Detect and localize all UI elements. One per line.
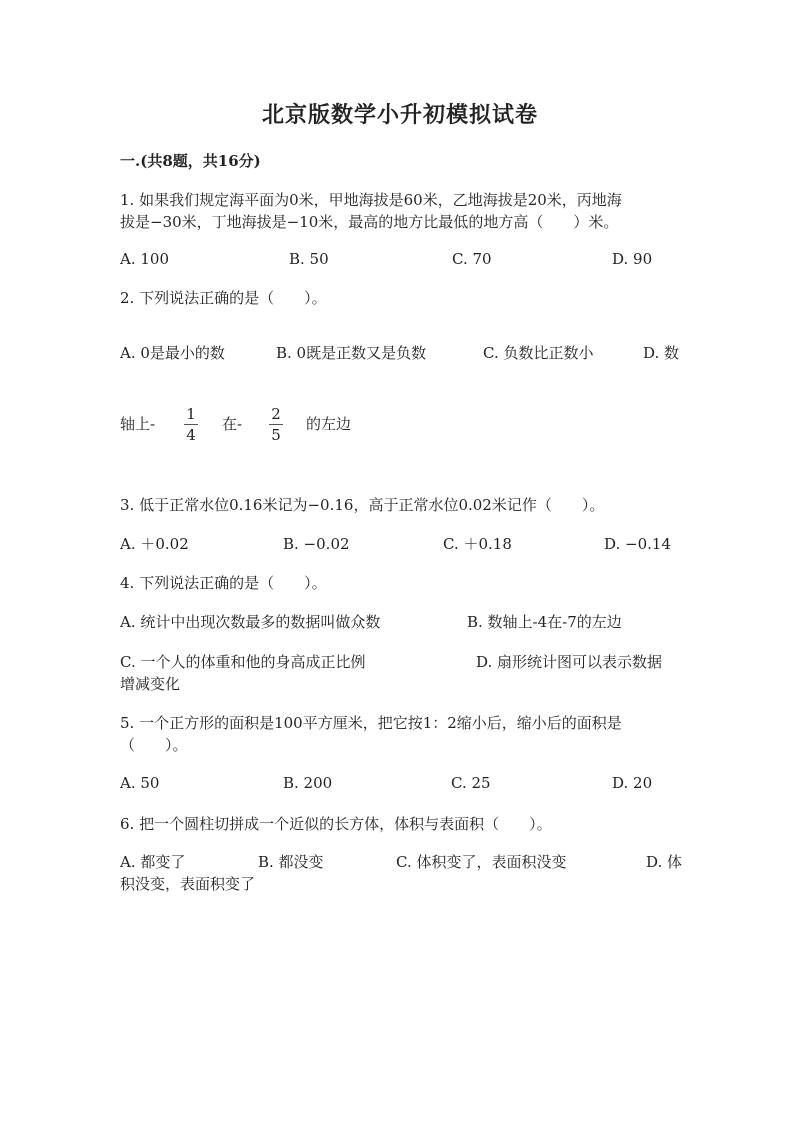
q5-option-c: C. 25 bbox=[451, 774, 491, 792]
q6-option-c: C. 体积变了，表面积没变 bbox=[396, 853, 567, 871]
q1-option-a: A. 100 bbox=[120, 250, 169, 268]
q5-option-d: D. 20 bbox=[612, 774, 653, 792]
q2-option-d: D. 数 bbox=[643, 344, 680, 362]
q6-text: 6. 把一个圆柱切拼成一个近似的长方体，体积与表面积（ ）。 bbox=[120, 815, 552, 833]
q2-text: 2. 下列说法正确的是（ ）。 bbox=[120, 289, 327, 307]
q1-option-c: C. 70 bbox=[452, 250, 492, 268]
q1-text-line1: 1. 如果我们规定海平面为0米，甲地海拔是60米，乙地海拔是20米，丙地海 bbox=[120, 191, 622, 209]
q3-text: 3. 低于正常水位0.16米记为−0.16，高于正常水位0.02米记作（ ）。 bbox=[120, 496, 605, 514]
q5-text-line2: （ ）。 bbox=[120, 736, 188, 754]
q1-option-b: B. 50 bbox=[289, 250, 329, 268]
q3-option-b: B. −0.02 bbox=[283, 535, 350, 553]
q4-text: 4. 下列说法正确的是（ ）。 bbox=[120, 574, 327, 592]
q4-option-a: A. 统计中出现次数最多的数据叫做众数 bbox=[120, 613, 381, 631]
q2-option-c: C. 负数比正数小 bbox=[483, 344, 594, 362]
fraction-numerator: 2 bbox=[271, 405, 281, 423]
q2-option-d-prefix: 轴上- bbox=[120, 415, 156, 433]
q1-option-d: D. 90 bbox=[612, 250, 653, 268]
q2-option-d-middle: 在- bbox=[222, 415, 243, 433]
q6-option-b: B. 都没变 bbox=[258, 853, 324, 871]
q6-option-a: A. 都变了 bbox=[120, 853, 186, 871]
fraction-two-fifths bbox=[268, 406, 284, 443]
q2-option-a: A. 0是最小的数 bbox=[120, 344, 225, 362]
q3-option-a: A. ＋0.02 bbox=[120, 535, 189, 553]
q5-option-b: B. 200 bbox=[283, 774, 333, 792]
q6-option-d: D. 体 bbox=[646, 853, 683, 871]
q4-option-d-cont: 增减变化 bbox=[120, 675, 181, 693]
fraction-denominator: 5 bbox=[271, 426, 281, 444]
section-heading: 一.(共8题，共16分) bbox=[120, 152, 261, 170]
fraction-numerator: 1 bbox=[186, 405, 196, 423]
fraction-one-quarter bbox=[183, 406, 199, 443]
q5-option-a: A. 50 bbox=[120, 774, 160, 792]
q2-option-d-suffix: 的左边 bbox=[306, 415, 352, 433]
q3-option-d: D. −0.14 bbox=[604, 535, 671, 553]
q4-option-b: B. 数轴上-4在-7的左边 bbox=[467, 613, 622, 631]
q4-option-c: C. 一个人的体重和他的身高成正比例 bbox=[120, 653, 366, 671]
fraction-denominator: 4 bbox=[186, 426, 196, 444]
exam-title: 北京版数学小升初模拟试卷 bbox=[261, 102, 538, 128]
q1-text-line2: 拔是−30米，丁地海拔是−10米，最高的地方比最低的地方高（ ）米。 bbox=[120, 213, 619, 231]
q3-option-c: C. ＋0.18 bbox=[443, 535, 512, 553]
q2-option-b: B. 0既是正数又是负数 bbox=[276, 344, 427, 362]
q5-text-line1: 5. 一个正方形的面积是100平方厘米，把它按1：2缩小后，缩小后的面积是 bbox=[120, 714, 622, 732]
q6-option-d-cont: 积没变，表面积变了 bbox=[120, 875, 256, 893]
q4-option-d: D. 扇形统计图可以表示数据 bbox=[476, 653, 663, 671]
